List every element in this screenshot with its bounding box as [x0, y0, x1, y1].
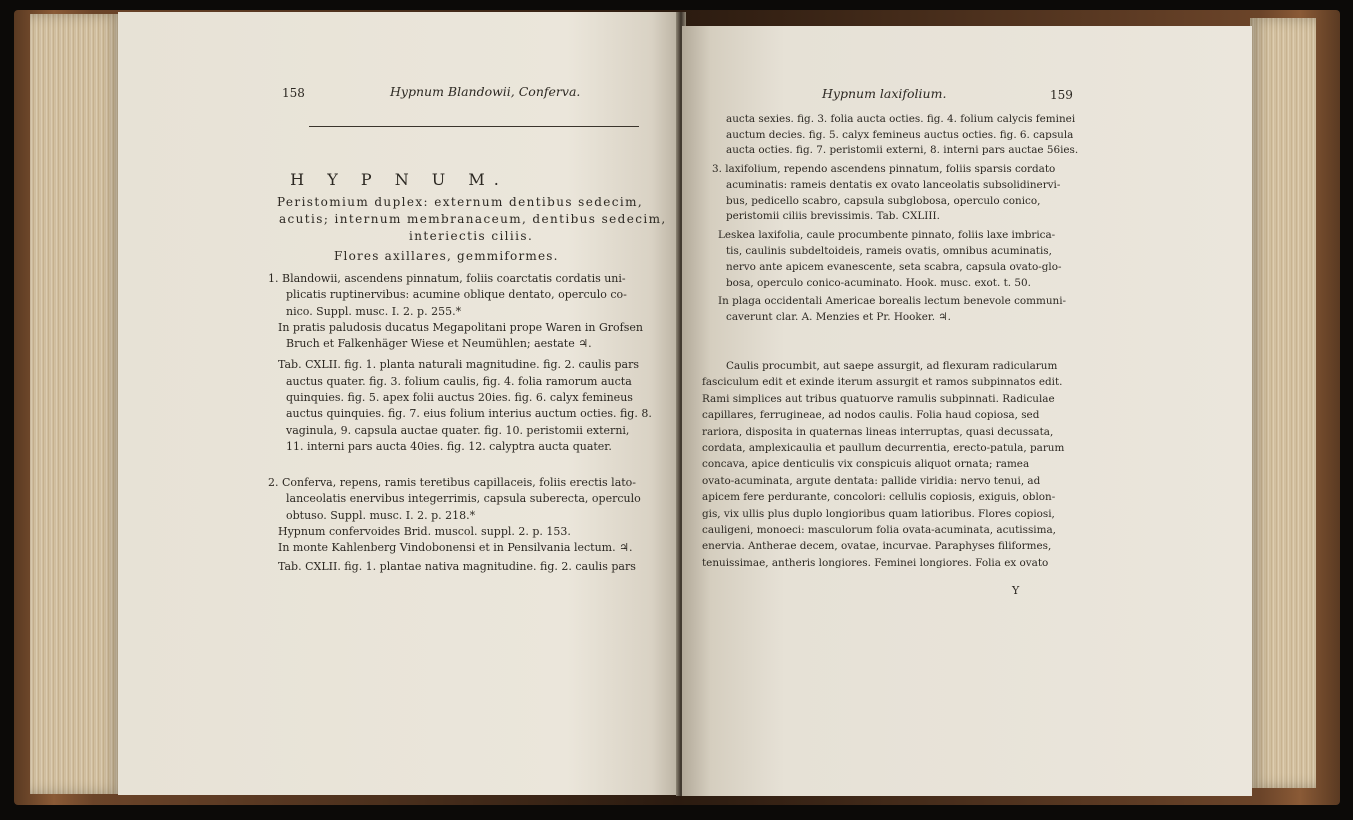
description-block	[702, 358, 1064, 571]
species-blandowii	[268, 271, 652, 455]
species-line: lanceolatis enervibus integerrimis, capsula suberecta, operculo	[286, 492, 641, 506]
synonym-line: tis, caulinis subdeltoideis, rameis ovatis, omnibus acuminatis,	[726, 244, 1052, 257]
figure-continuation	[726, 112, 1078, 159]
page-number: 158	[282, 86, 305, 100]
habitat-line: In pratis paludosis ducatus Megapolitani prope Waren in Grofsen	[278, 320, 643, 334]
character-line: interiectis ciliis.	[409, 229, 534, 243]
species-line: 3. laxifolium, rependo ascendens pinnatum, foliis sparsis cordato	[712, 163, 1056, 175]
right-page-edges	[1250, 18, 1316, 788]
figure-line: Tab. CXLII. fig. 1. planta naturali magnitudine. fig. 2. caulis pars	[278, 358, 639, 372]
species-line: obtuso. Suppl. musc. I. 2. p. 218.*	[286, 508, 476, 522]
figure-line: aucta octies. fig. 7. peristomii externi, 8. interni pars auctae 56ies.	[726, 144, 1079, 157]
description-line: apicem fere perdurante, concolori: cellulis copiosis, exiguis, oblon-	[702, 491, 1056, 504]
flores-line: Flores axillares, gemmiformes.	[334, 249, 559, 263]
figure-line: vaginula, 9. capsula auctae quater. fig. 10. peristomii externi,	[286, 423, 630, 437]
description-line: Rami simplices aut tribus quatuorve ramulis subpinnati. Radiculae	[702, 392, 1055, 405]
page-number: 159	[1050, 88, 1073, 102]
running-head: Hypnum laxifolium.	[822, 86, 947, 101]
left-page	[118, 12, 680, 795]
synonym-line: Leskea laxifolia, caule procumbente pinnato, foliis laxe imbrica-	[718, 229, 1056, 242]
description-line: rariora, disposita in quaternas lineas interruptas, quasi decussata,	[702, 425, 1054, 438]
species-laxifolium	[712, 162, 1066, 326]
description-line: gis, vix ullis plus duplo longioribus quam latioribus. Flores copiosi,	[702, 507, 1055, 520]
description-line: tenuissimae, antheris longiores. Feminei longiores. Folia ex ovato	[702, 556, 1049, 569]
right-page	[682, 26, 1252, 796]
habitat-line: caverunt clar. A. Menzies et Pr. Hooker. ♃.	[726, 311, 951, 324]
habitat-line: In monte Kahlenberg Vindobonensi et in Pensilvania lectum. ♃.	[278, 541, 633, 555]
figure-line: quinquies. fig. 5. apex folii auctus 20ies. fig. 6. calyx femineus	[286, 391, 633, 405]
left-page-edges	[30, 14, 122, 794]
header-rule	[309, 126, 639, 127]
description-line: concava, apice denticulis vix conspicuis aliquot ornata; ramea	[702, 458, 1030, 471]
figure-line: auctus quater. fig. 3. folium caulis, fig. 4. folia ramorum aucta	[286, 374, 632, 388]
synonym-line: Hypnum confervoides Brid. muscol. suppl. 2. p. 153.	[278, 524, 571, 538]
species-line: acuminatis: rameis dentatis ex ovato lanceolatis subsolidinervi-	[726, 178, 1061, 191]
description-line: Caulis procumbit, aut saepe assurgit, ad flexuram radicularum	[726, 360, 1058, 372]
description-line: cordata, amplexicaulia et paullum decurrentia, erecto-patula, parum	[702, 442, 1065, 455]
species-line: peristomii ciliis brevissimis. Tab. CXLIII.	[726, 210, 940, 223]
description-line: enervia. Antherae decem, ovatae, incurvae. Paraphyses filiformes,	[702, 540, 1052, 553]
figure-line: 11. interni pars aucta 40ies. fig. 12. calyptra aucta quater.	[286, 439, 612, 453]
synonym-line: bosa, operculo conico-acuminato. Hook. musc. exot. t. 50.	[726, 276, 1031, 289]
species-line: plicatis ruptinervibus: acumine oblique dentato, operculo co-	[286, 288, 627, 302]
description-line: cauligeni, monoeci: masculorum folia ovata-acuminata, acutissima,	[702, 524, 1056, 537]
running-head: Hypnum Blandowii, Conferva.	[390, 84, 581, 99]
genus-title: H Y P N U M.	[290, 170, 508, 189]
synonym-line: nervo ante apicem evanescente, seta scabra, capsula ovato-glo-	[726, 260, 1062, 273]
species-line: nico. Suppl. musc. I. 2. p. 255.*	[286, 304, 462, 318]
signature-mark: Y	[1012, 584, 1020, 597]
genus-character	[277, 194, 667, 245]
habitat-line: In plaga occidentali Americae borealis lectum benevole communi-	[718, 295, 1067, 308]
figure-line: auctus quinquies. fig. 7. eius folium interius auctum octies. fig. 8.	[286, 407, 652, 421]
habitat-line: Bruch et Falkenhäger Wiese et Neumühlen; aestate ♃.	[286, 337, 592, 351]
figure-line: aucta sexies. fig. 3. folia aucta octies. fig. 4. folium calycis feminei	[726, 113, 1076, 125]
species-line: bus, pedicello scabro, capsula subglobosa, operculo conico,	[726, 194, 1041, 207]
species-line: 1. Blandowii, ascendens pinnatum, foliis coarctatis cordatis uni-	[268, 272, 626, 285]
description-line: capillares, ferrugineae, ad nodos caulis. Folia haud copiosa, sed	[702, 409, 1040, 422]
character-line: acutis; internum membranaceum, dentibus sedecim,	[279, 212, 667, 226]
character-line: Peristomium duplex: externum dentibus sedecim,	[277, 195, 644, 209]
description-line: fasciculum edit et exinde iterum assurgit et ramos subpinnatos edit.	[702, 376, 1063, 389]
description-line: ovato-acuminata, argute dentata: pallide viridia: nervo tenui, ad	[702, 474, 1041, 487]
figure-line: auctum decies. fig. 5. calyx femineus auctus octies. fig. 6. capsula	[726, 128, 1074, 141]
figure-line: Tab. CXLII. fig. 1. plantae nativa magnitudine. fig. 2. caulis pars	[278, 560, 636, 574]
species-line: 2. Conferva, repens, ramis teretibus capillaceis, foliis erectis lato-	[268, 476, 637, 489]
species-conferva	[268, 475, 641, 576]
